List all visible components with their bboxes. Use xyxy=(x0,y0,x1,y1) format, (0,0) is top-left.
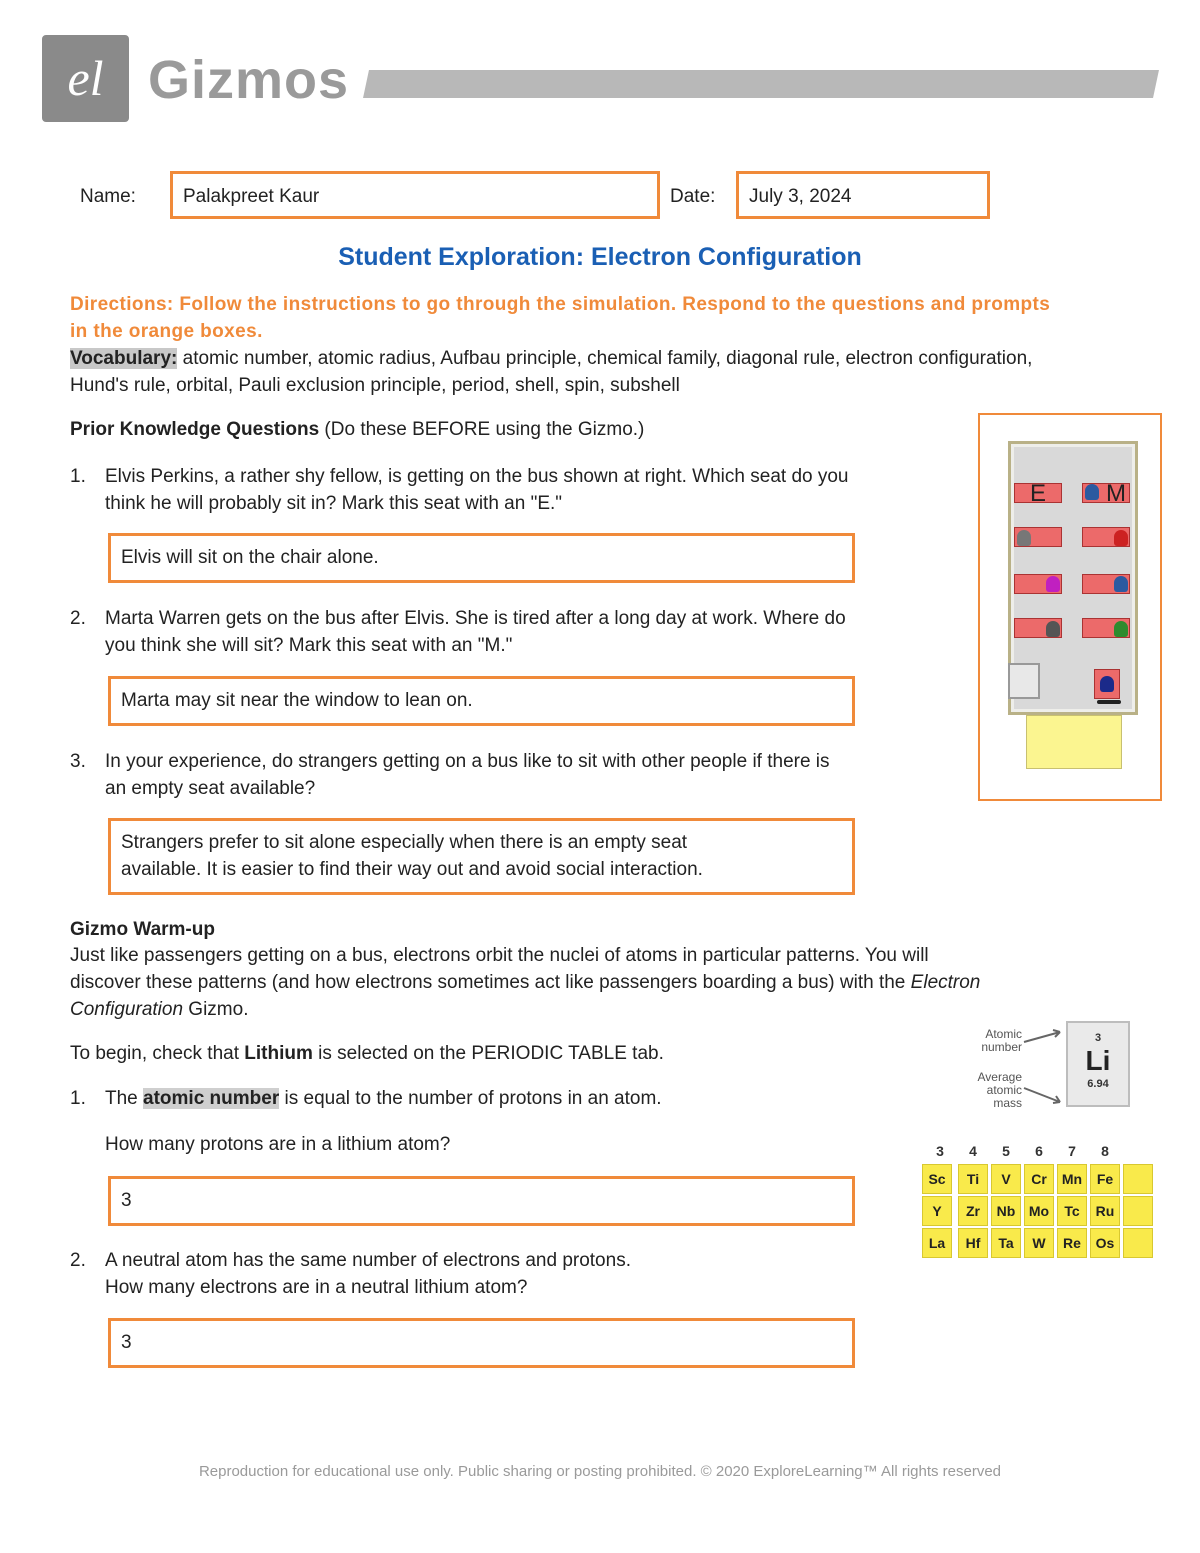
answer-box-1[interactable]: Elvis will sit on the chair alone. xyxy=(108,533,855,583)
warmup-heading: Gizmo Warm-up xyxy=(70,919,215,940)
warmup-intro-line1: Just like passengers getting on a bus, electrons orbit the nuclei of atoms in particular patterns. You will xyxy=(70,945,929,966)
warmup-intro-line3 xyxy=(70,996,1130,1023)
begin-instruction xyxy=(70,1040,664,1067)
question-number: 1. xyxy=(70,1088,86,1109)
label-line: atomic xyxy=(986,1083,1022,1097)
lithium-tile[interactable] xyxy=(1066,1021,1130,1107)
seat-mark-m: M xyxy=(1106,480,1126,507)
question-text-line1: A neutral atom has the same number of electrons and protons. xyxy=(105,1250,631,1271)
question-1 xyxy=(70,463,970,519)
question-text-line1: Elvis Perkins, a rather shy fellow, is getting on the bus shown at right. Which seat do you xyxy=(105,466,849,487)
begin-text: To begin, check that xyxy=(70,1043,245,1064)
question-text-line2: an empty seat available? xyxy=(105,778,316,799)
passenger-icon xyxy=(1114,621,1128,637)
element-cell[interactable]: Ru xyxy=(1090,1196,1120,1226)
element-cell[interactable]: Re xyxy=(1057,1228,1087,1258)
element-cell[interactable]: Nb xyxy=(991,1196,1021,1226)
question-text-part: is equal to the number of protons in an atom. xyxy=(279,1088,662,1109)
element-cell[interactable]: Os xyxy=(1090,1228,1120,1258)
question-number: 2. xyxy=(70,1250,86,1271)
element-cell[interactable]: Ta xyxy=(991,1228,1021,1258)
answer-box-3[interactable] xyxy=(108,818,855,895)
periodic-table-snippet xyxy=(928,1140,1132,1260)
label-line: Average xyxy=(977,1070,1022,1084)
answer-box-protons[interactable]: 3 xyxy=(108,1176,855,1226)
question-2 xyxy=(70,605,970,661)
element-cell[interactable]: Ti xyxy=(958,1164,988,1194)
passenger-icon xyxy=(1085,484,1099,500)
atomic-number-label xyxy=(952,1028,1022,1054)
header-bar xyxy=(363,70,1159,98)
tile-atomic-number: 3 xyxy=(1094,1032,1102,1044)
element-cell[interactable]: Y xyxy=(922,1196,952,1226)
element-cell[interactable]: Mo xyxy=(1024,1196,1054,1226)
arrow-mass xyxy=(1024,1088,1060,1102)
gizmo-name: Configuration xyxy=(70,999,184,1020)
answer-line2: available. It is easier to find their way out and avoid social interaction. xyxy=(121,859,703,880)
copyright-footer: Reproduction for educational use only. Public sharing or posting prohibited. © 2020 ExploreLearning™ All rights reserved xyxy=(198,1463,1002,1480)
element-cell[interactable]: Mn xyxy=(1057,1164,1087,1194)
question-number: 1. xyxy=(70,466,86,487)
passenger-icon xyxy=(1114,576,1128,592)
group-header: 3 xyxy=(936,1143,944,1159)
tile-mass: 6.94 xyxy=(1087,1078,1109,1090)
answer-line1: Strangers prefer to sit alone especially when there is an empty seat xyxy=(121,832,688,853)
gizmos-brand: Gizmos xyxy=(148,50,350,110)
passenger-icon xyxy=(1046,621,1060,637)
question-text-line1: In your experience, do strangers getting on a bus like to sit with other people if there is xyxy=(105,751,830,772)
prior-knowledge-title: Prior Knowledge Questions xyxy=(70,419,320,440)
warmup-intro-line2 xyxy=(70,969,1130,996)
driver-icon xyxy=(1100,676,1114,692)
element-cell[interactable]: Fe xyxy=(1090,1164,1120,1194)
tile-symbol: Li xyxy=(1085,1045,1111,1076)
begin-text: is selected on the PERIODIC TABLE tab. xyxy=(312,1043,664,1064)
element-cell-partial xyxy=(1123,1196,1153,1226)
question-text-line2: think he will probably sit in? Mark this seat with an "E." xyxy=(105,493,563,514)
explorelearning-logo: el xyxy=(42,35,129,122)
element-cell[interactable]: La xyxy=(922,1228,952,1258)
element-cell[interactable]: Zr xyxy=(958,1196,988,1226)
group-header: 6 xyxy=(1035,1143,1043,1159)
question-3 xyxy=(70,748,970,804)
warmup-question-1-sub: How many protons are in a lithium atom? xyxy=(105,1134,451,1155)
element-cell[interactable]: Tc xyxy=(1057,1196,1087,1226)
prior-knowledge-note: (Do these BEFORE using the Gizmo.) xyxy=(319,419,645,440)
date-field[interactable]: July 3, 2024 xyxy=(736,171,990,219)
element-cell[interactable]: V xyxy=(991,1164,1021,1194)
passenger-icon xyxy=(1017,530,1031,546)
element-cell-partial xyxy=(1123,1164,1153,1194)
answer-box-electrons[interactable]: 3 xyxy=(108,1318,855,1368)
element-cell[interactable]: W xyxy=(1024,1228,1054,1258)
directions: Directions: Follow the instructions to go through the simulation. Respond to the questions and prompts in the orange boxes. xyxy=(70,294,1051,342)
name-field[interactable]: Palakpreet Kaur xyxy=(170,171,660,219)
vocabulary-label: Vocabulary: xyxy=(70,348,178,369)
question-text-line2: How many electrons are in a neutral lithium atom? xyxy=(105,1277,528,1298)
label-line: Atomic xyxy=(985,1027,1022,1041)
answer-box-2[interactable]: Marta may sit near the window to lean on. xyxy=(108,676,855,726)
warmup-intro-text: discover these patterns (and how electrons sometimes act like passengers boarding a bus) with the xyxy=(70,972,911,993)
question-number: 3. xyxy=(70,751,86,772)
warmup-intro xyxy=(70,942,1130,1023)
warmup-question-2 xyxy=(70,1247,890,1303)
tile-arrows xyxy=(1022,1028,1068,1118)
question-number: 2. xyxy=(70,608,86,629)
passenger-icon xyxy=(1114,530,1128,546)
vocabulary xyxy=(70,345,1070,399)
label-line: mass xyxy=(993,1096,1022,1110)
passenger-icon xyxy=(1046,576,1060,592)
group-header: 7 xyxy=(1068,1143,1076,1159)
question-text-line2: you think she will sit? Mark this seat with an "M." xyxy=(105,635,513,656)
page-title: Student Exploration: Electron Configuration xyxy=(338,243,862,271)
group-header: 4 xyxy=(969,1143,977,1159)
average-mass-label xyxy=(952,1071,1022,1110)
element-cell[interactable]: Sc xyxy=(922,1164,952,1194)
label-line: number xyxy=(981,1040,1022,1054)
question-text xyxy=(105,1085,662,1112)
vocabulary-terms: atomic number, atomic radius, Aufbau principle, chemical family, diagonal rule, electron configuration, Hund's rule, orbital, Pauli exclusion principle, period, shell, spin, subshell xyxy=(70,348,1033,396)
element-cell[interactable]: Hf xyxy=(958,1228,988,1258)
group-header: 5 xyxy=(1002,1143,1010,1159)
seat-mark-e: E xyxy=(1030,480,1047,507)
warmup-intro-text: Gizmo. xyxy=(183,999,249,1020)
element-cell[interactable]: Cr xyxy=(1024,1164,1054,1194)
steering-wheel-icon xyxy=(1097,700,1121,704)
arrow-number xyxy=(1024,1032,1060,1042)
element-cell-partial xyxy=(1123,1228,1153,1258)
question-text-line1: Marta Warren gets on the bus after Elvis. She is tired after a long day at work. Where do xyxy=(105,608,846,629)
bus-front xyxy=(1026,715,1122,769)
question-text-part: The xyxy=(105,1088,144,1109)
date-label: Date: xyxy=(670,186,716,207)
gizmo-name: Electron xyxy=(910,972,981,993)
warmup-question-1 xyxy=(70,1085,890,1115)
bus-door xyxy=(1008,663,1040,699)
prior-knowledge-heading xyxy=(70,416,644,443)
group-header: 8 xyxy=(1101,1143,1109,1159)
lithium-label: Lithium xyxy=(244,1043,313,1064)
atomic-number-term: atomic number xyxy=(143,1088,280,1109)
name-label: Name: xyxy=(80,186,136,207)
